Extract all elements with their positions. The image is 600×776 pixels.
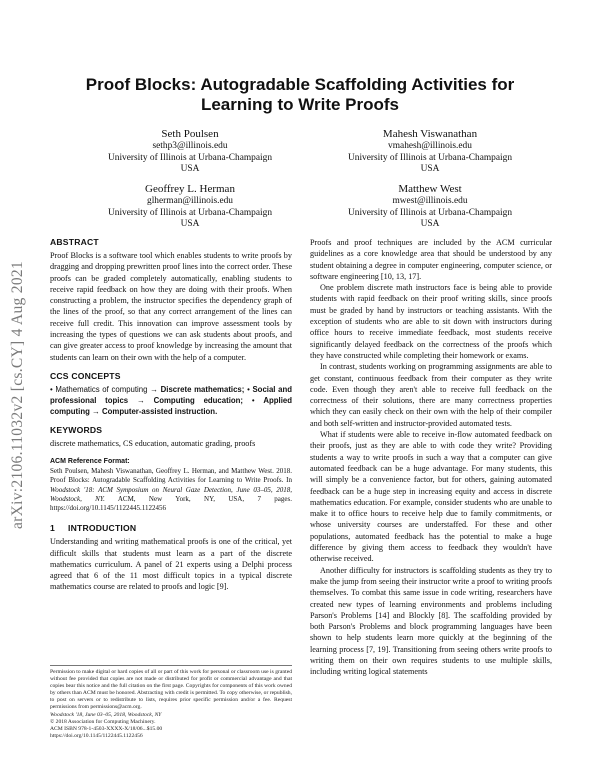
body-paragraph: What if students were able to receive in-flow automated feedback on their proofs, just as they are able to with code they write? Providing students a way to write proofs in such a way that a computer can give automated feedback can be a huge advantage. For many students, this will simply be a convenience factor, but for others, gaining automated feedback can be a huge step in increasing equity and access in discrete mathematics education. For example, consider students who are unable to make it to office hours to receive help due to family commitments, or whose university courses are understaffed. For these and other populations, automated feedback has the potential to make a huge difference by giving them access to feedback they wouldn't have otherwise received.	[310, 430, 552, 564]
author-affiliation: University of Illinois at Urbana-Champaign	[347, 152, 513, 163]
body-paragraph: Another difficulty for instructors is scaffolding students as they try to make the jump from seeing their instructor write a proof to writing proofs themselves. To combat this same issue in code writing, researchers have created new types of learning environments and problems including Parson's Problems [14] and Blockly [8]. The scaffolding provided by both Parson's Problems and block programming languages have been shown to help students learn more quickly at the beginning of the learning process [7, 19]. Transitioning from seeing others write proofs to writing them on their own requires students to use multiple skills, including writing logical statements	[310, 565, 552, 677]
ccs-heading: CCS CONCEPTS	[50, 370, 121, 381]
body-paragraph: One problem discrete math instructors face is being able to provide students with rapid feedback on their proof writing skills, since proofs must be graded by hand by instructors or teaching assistants. With the exception of students who are able to sit down with instructors during office hours to receive immediate feedback, most students receive significantly delayed feedback on the correctness of the proofs which they have constructed while completing their homework or exams.	[310, 283, 552, 360]
isbn-line: ACM ISBN 978-1-4503-XXXX-X/18/06...$15.00	[50, 725, 163, 732]
acm-reference-text: Seth Poulsen, Mahesh Viswanathan, Geoffrey L. Herman, and Matthew West. 2018. Proof Blocks: Autogradable Scaffolding Activities for Learning to Write Proofs. In Woodstock '18: ACM Symposium on Neural Gaze Detection, June 03–05, 2018, Woodstock, NY. ACM, New York, NY, USA, 7 pages. https://doi.org/10.1145/1122445.1122456	[50, 467, 292, 513]
permission-venue: Woodstock '18, June 03–05, 2018, Woodstock, NY	[50, 711, 162, 718]
author-email[interactable]: vmahesh@illinois.edu	[388, 141, 472, 151]
author-country: USA	[180, 164, 200, 175]
author-block	[70, 182, 310, 231]
ccs-concepts: • Mathematics of computing → Discrete mathematics; • Social and professional topics → Computing education; • Applied computing → Computer-assisted instruction.	[50, 384, 292, 416]
doi-link[interactable]: https://doi.org/10.1145/1122445.1122456	[50, 732, 143, 739]
keywords-text: discrete mathematics, CS education, automatic grading, proofs	[50, 438, 256, 448]
author-email[interactable]: glherman@illinois.edu	[147, 196, 233, 206]
author-email[interactable]: mwest@illinois.edu	[392, 196, 468, 206]
right-column	[310, 237, 552, 678]
author-block	[310, 127, 550, 176]
introduction-section	[50, 523, 292, 592]
permission-footnote	[50, 665, 292, 740]
author-country: USA	[420, 164, 440, 175]
author-affiliation: University of Illinois at Urbana-Champaign	[347, 207, 513, 218]
author-name: Mahesh Viswanathan	[382, 128, 478, 140]
acm-reference-heading: ACM Reference Format:	[50, 458, 130, 466]
author-country: USA	[180, 219, 200, 230]
copyright-line: © 2018 Association for Computing Machinery.	[50, 718, 156, 725]
author-country: USA	[420, 219, 440, 230]
author-block	[70, 127, 310, 176]
ccs-section	[50, 371, 292, 417]
introduction-heading: 1 INTRODUCTION	[50, 523, 137, 534]
author-name: Geoffrey L. Herman	[145, 183, 235, 195]
permission-text: Permission to make digital or hard copies of all or part of this work for personal or classroom use is granted without fee provided that copies are not made or distributed for profit or commercial advantage and that copies bear this notice and the full citation on the first page. Copyrights for components of this work owned by others than ACM must be honored. Abstracting with credit is permitted. To copy otherwise, or republish, to post on servers or to redistribute to lists, requires prior specific permission and/or a fee. Request permissions from permissions@acm.org.	[50, 669, 292, 711]
abstract-heading: ABSTRACT	[50, 237, 99, 247]
author-email[interactable]: sethp3@illinois.edu	[152, 141, 228, 151]
keywords-section	[50, 425, 292, 449]
author-affiliation: University of Illinois at Urbana-Champaign	[107, 152, 273, 163]
author-affiliation: University of Illinois at Urbana-Champaign	[107, 207, 273, 218]
body-paragraph: In contrast, students working on programming assignments are able to get constant, continuous feedback from their computer as they write code. Even though they aren't able to receive full feedback on the correctness of their solutions, there are many correctness properties which they can easily check on their own with the help of their compiler and both self-written and instructor-provided automated tests.	[310, 362, 552, 428]
arxiv-stamp: arXiv:2106.11032v2 [cs.CY] 4 Aug 2021	[9, 261, 26, 529]
keywords-heading: KEYWORDS	[50, 424, 103, 435]
body-paragraph: Proofs and proof techniques are included by the ACM curricular guidelines as a core knowledge area that should be understood by any student obtaining a degree in computer engineering, computer science, or software engineering [10, 13, 17].	[310, 238, 552, 281]
paper-title: Proof Blocks: Autogradable Scaffolding Activities for Learning to Write Proofs	[85, 75, 515, 114]
introduction-text: Understanding and writing mathematical proofs is one of the critical, yet difficult skills that students must learn as a part of the discrete mathematics curriculum. A panel of 21 experts using a Delphi process agreed that 6 of the 11 most difficult topics in a typical discrete mathematics course are related to proofs and logic [9].	[50, 537, 292, 592]
author-block	[310, 182, 550, 231]
author-name: Matthew West	[398, 183, 462, 195]
left-column	[50, 237, 292, 593]
abstract-text: Proof Blocks is a software tool which enables students to write proofs by dragging and dropping prewritten proof lines into the correct order. These proofs can be graded completely automatically, enabling students to receive rapid feedback on how they are doing with their proofs. When constructing a problem, the instructor specifies the dependency graph of the lines of the proof, so that any correct arrangement of the lines can receive full credit. This innovation can improve assessment tools by increasing the types of questions we can ask students about proofs, and can give greater access to proof knowledge by increasing the amount that students can learn on their own with the help of a computer.	[50, 251, 292, 362]
author-name: Seth Poulsen	[161, 128, 219, 140]
